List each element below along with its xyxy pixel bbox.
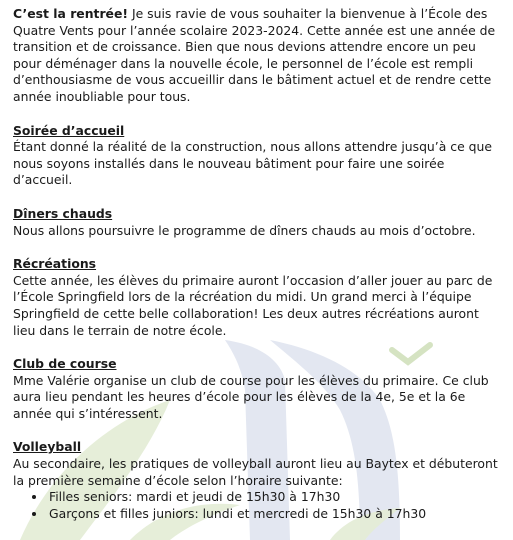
list-item: • Filles seniors: mardi et jeudi de 15h30 à 17h30 bbox=[47, 489, 499, 506]
section-title: Dîners chauds bbox=[13, 205, 113, 221]
section-body: Cette année, les élèves du primaire auront l’occasion d’aller jouer au parc de l’École Springfield lors de la récréation du midi. Un grand merci à l’équipe Springfield de cette belle collaboration! Les deux autres récréations auront lieu dans le terrain de notre école. bbox=[13, 272, 493, 338]
section-title: Volleyball bbox=[13, 439, 82, 455]
section-recreations bbox=[13, 256, 499, 339]
section-soiree-accueil bbox=[13, 123, 499, 189]
volleyball-schedule-list bbox=[13, 489, 499, 522]
intro-lead: C’est la rentrée! bbox=[13, 6, 129, 21]
section-title: Soirée d’accueil bbox=[13, 122, 125, 138]
section-volleyball bbox=[13, 439, 499, 522]
intro-paragraph bbox=[13, 6, 499, 106]
section-title: Club de course bbox=[13, 356, 117, 372]
section-body: Mme Valérie organise un club de course pour les élèves du primaire. Ce club aura lieu pendant les heures d’école pour les élèves de la 4e, 5e et la 6e année qui s’intéressent. bbox=[13, 372, 489, 421]
section-body: Au secondaire, les pratiques de volleyball auront lieu au Baytex et débuteront la première semaine d’école selon l’horaire suivante: bbox=[13, 456, 498, 488]
intro-text: Je suis ravie de vous souhaiter la bienvenue à l’École des Quatre Vents pour l’année scolaire 2023-2024. Cette année est une année de transition et de croissance. Bien que nous devions attendre encore un peu pour déménager dans la nouvelle école, le personnel de l’école est rempli d’enthousiasme de vous accueillir dans le bâtiment actuel et de rendre cette année inoubliable pour tous. bbox=[13, 6, 496, 104]
section-body: Nous allons poursuivre le programme de dîners chauds au mois d’octobre. bbox=[13, 222, 476, 238]
section-title: Récréations bbox=[13, 256, 97, 272]
section-body: Étant donné la réalité de la construction, nous allons attendre jusqu’à ce que nous soyons installés dans le nouveau bâtiment pour faire une soirée d’accueil. bbox=[13, 139, 492, 188]
section-club-de-course bbox=[13, 356, 499, 422]
list-item: • Garçons et filles juniors: lundi et mercredi de 15h30 à 17h30 bbox=[47, 506, 499, 523]
section-diners-chauds bbox=[13, 206, 499, 239]
